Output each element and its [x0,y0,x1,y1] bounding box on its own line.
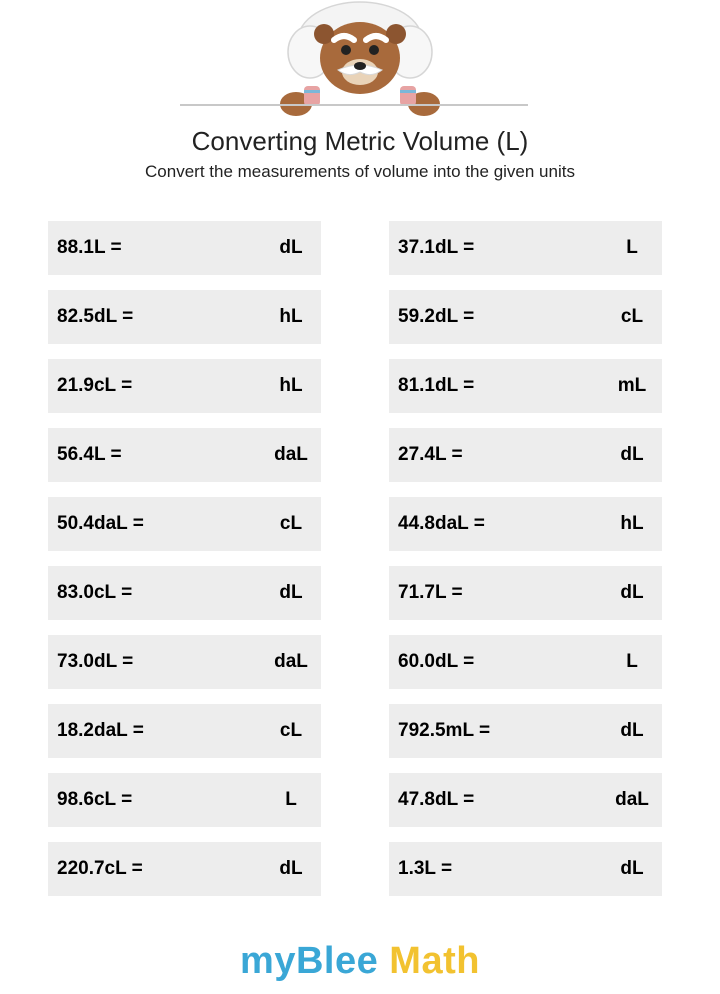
problem-question: 18.2daL = [57,720,144,741]
target-unit: hL [279,375,303,396]
problem-question: 59.2dL = [398,306,475,327]
target-unit: dL [279,582,303,603]
problem-box[interactable] [48,221,321,275]
target-unit: dL [279,858,303,879]
problem-box[interactable] [389,359,662,413]
problem-question: 88.1L = [57,237,122,258]
target-unit: L [285,789,297,810]
problem-question: 82.5dL = [57,306,134,327]
problem-question: 71.7L = [398,582,463,603]
page-subtitle: Convert the measurements of volume into the given units [145,162,575,181]
header-divider [180,104,528,106]
target-unit: cL [620,306,644,327]
problem-question: 1.3L = [398,858,453,879]
problem-box[interactable] [389,290,662,344]
problem-box[interactable] [389,497,662,551]
problem-grid [48,221,662,896]
problem-box[interactable] [389,635,662,689]
target-unit: cL [279,720,303,741]
problem-question: 50.4daL = [57,513,144,534]
problem-question: 27.4L = [398,444,463,465]
target-unit: daL [615,789,649,810]
target-unit: daL [274,651,308,672]
problem-box[interactable] [389,221,662,275]
target-unit: L [626,651,638,672]
problem-question: 56.4L = [57,444,122,465]
problem-question: 37.1dL = [398,237,475,258]
problem-box[interactable] [389,428,662,482]
problem-box[interactable] [389,773,662,827]
problem-box[interactable] [48,704,321,758]
problem-box[interactable] [48,359,321,413]
problem-box[interactable] [48,773,321,827]
target-unit: mL [617,375,647,396]
myblee-math-logo [0,940,720,983]
problem-question: 83.0cL = [57,582,133,603]
problem-question: 98.6cL = [57,789,133,810]
target-unit: dL [620,858,644,879]
target-unit: dL [620,444,644,465]
target-unit: daL [274,444,308,465]
target-unit: dL [620,720,644,741]
target-unit: hL [279,306,303,327]
target-unit: cL [279,513,303,534]
problem-box[interactable] [48,428,321,482]
problem-box[interactable] [389,566,662,620]
problem-question: 73.0dL = [57,651,134,672]
problem-box[interactable] [48,497,321,551]
einstein-bear-mascot-icon [260,0,460,118]
logo-brand: myBlee [240,940,379,982]
problem-question: 220.7cL = [57,858,143,879]
target-unit: dL [279,237,303,258]
problem-box[interactable] [389,842,662,896]
target-unit: hL [620,513,644,534]
problem-box[interactable] [48,635,321,689]
problem-box[interactable] [389,704,662,758]
problem-question: 60.0dL = [398,651,475,672]
problem-question: 44.8daL = [398,513,485,534]
problem-question: 21.9cL = [57,375,133,396]
problem-question: 81.1dL = [398,375,475,396]
target-unit: dL [620,582,644,603]
logo-subject: Math [389,940,480,982]
problem-question: 47.8dL = [398,789,475,810]
problem-box[interactable] [48,842,321,896]
target-unit: L [626,237,638,258]
problem-question: 792.5mL = [398,720,491,741]
problem-box[interactable] [48,290,321,344]
page-title: Converting Metric Volume (L) [191,126,529,156]
problem-box[interactable] [48,566,321,620]
